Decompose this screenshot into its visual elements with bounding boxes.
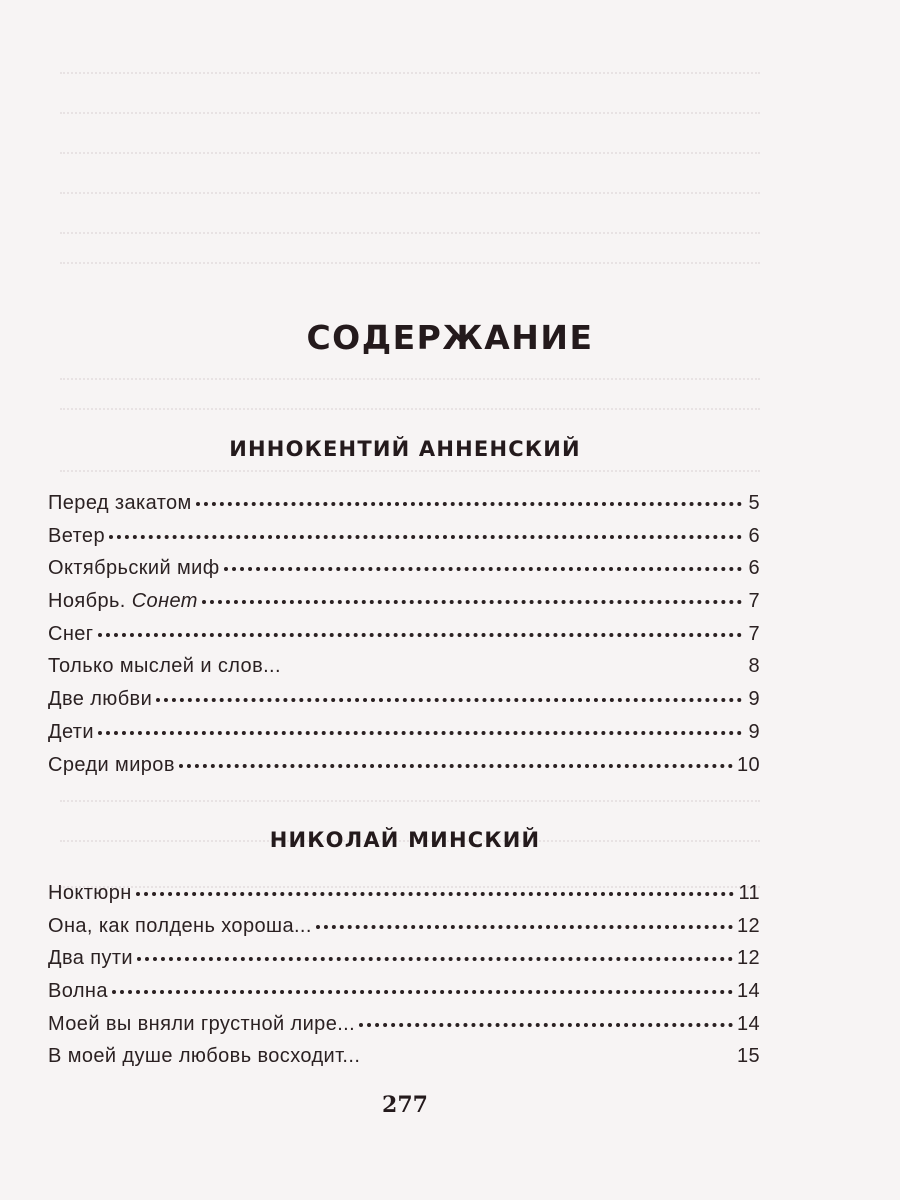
toc-entry[interactable]	[48, 557, 760, 590]
toc-entry-page: 7	[748, 590, 760, 613]
toc-entry-title: Ноктюрн	[48, 882, 132, 904]
toc-entry-title: Только мыслей и слов...	[48, 655, 281, 678]
toc-entry-title: Дети	[48, 720, 94, 743]
dot-leader	[109, 534, 742, 539]
toc-entry[interactable]	[48, 882, 760, 915]
toc-entry-title: Октябрьский миф	[48, 557, 220, 580]
toc-entry-title: Две любви	[48, 688, 153, 711]
toc-entry-page: 6	[748, 557, 760, 580]
toc-entry[interactable]	[48, 754, 760, 787]
dot-leader	[224, 566, 742, 571]
dot-leader	[112, 989, 733, 994]
toc-entry[interactable]	[48, 721, 760, 754]
toc-entry-page: 12	[736, 914, 760, 937]
toc-entry-page: 5	[748, 492, 760, 514]
dot-leader	[137, 956, 733, 961]
toc-entry-page: 9	[748, 688, 760, 711]
toc-entry-page: 7	[748, 622, 760, 645]
dot-leader	[316, 924, 733, 929]
toc-entry-title: В моей душе любовь восходит...	[48, 1045, 361, 1068]
toc-entry[interactable]	[48, 623, 760, 656]
toc-entry[interactable]	[48, 947, 760, 980]
toc-entry-title: Она, как полдень хороша...	[48, 914, 312, 937]
toc-entry-title: Два пути	[48, 947, 133, 970]
toc-entry[interactable]	[48, 980, 760, 1013]
dot-leader	[98, 730, 742, 735]
toc-entry-title: Перед закатом	[48, 492, 192, 514]
toc-entry[interactable]	[48, 688, 760, 721]
dot-leader	[196, 501, 742, 506]
toc-entry-title: Моей вы вняли грустной лире...	[48, 1012, 356, 1035]
toc-entry[interactable]	[48, 1045, 760, 1078]
toc-entry-title: Волна	[48, 980, 108, 1003]
page-number: 277	[382, 1092, 428, 1118]
toc-entry-title-main: Ноябрь.	[48, 590, 132, 613]
toc-entry-title: Снег	[48, 622, 94, 645]
toc-entry-subtitle: Сонет	[131, 590, 198, 613]
toc-entry-title: Среди миров	[48, 753, 175, 776]
dot-leader	[359, 1022, 733, 1027]
section-heading-minsky: НИКОЛАЙ МИНСКИЙ	[269, 828, 541, 852]
toc-entry[interactable]	[48, 492, 760, 525]
toc-entry[interactable]	[48, 590, 760, 623]
toc-entry-title: Ветер	[48, 524, 105, 547]
toc-entry-page: 15	[736, 1045, 760, 1068]
toc-entry-page: 14	[736, 1012, 760, 1035]
toc-entry-title	[48, 590, 198, 613]
dot-leader	[179, 763, 733, 768]
toc-entry-page: 8	[748, 655, 760, 678]
dot-leader	[136, 891, 735, 896]
toc-entry-page: 11	[738, 882, 760, 904]
dot-leader	[98, 632, 742, 637]
toc-entry-page: 12	[736, 947, 760, 970]
toc-entry[interactable]	[48, 525, 760, 558]
toc-entry-page: 9	[748, 720, 760, 743]
toc-entry-page: 14	[736, 980, 760, 1003]
toc-entry[interactable]	[48, 915, 760, 948]
toc-list-annensky	[48, 492, 760, 786]
toc-entry[interactable]	[48, 1013, 760, 1046]
page-title: СОДЕРЖАНИЕ	[306, 318, 594, 357]
dot-leader	[202, 599, 742, 604]
section-heading-annensky: ИННОКЕНТИЙ АННЕНСКИЙ	[229, 437, 581, 461]
dot-leader	[156, 697, 742, 702]
toc-entry-page: 6	[748, 524, 760, 547]
toc-list-minsky	[48, 882, 760, 1078]
toc-entry[interactable]	[48, 655, 760, 688]
toc-entry-page: 10	[736, 753, 760, 776]
